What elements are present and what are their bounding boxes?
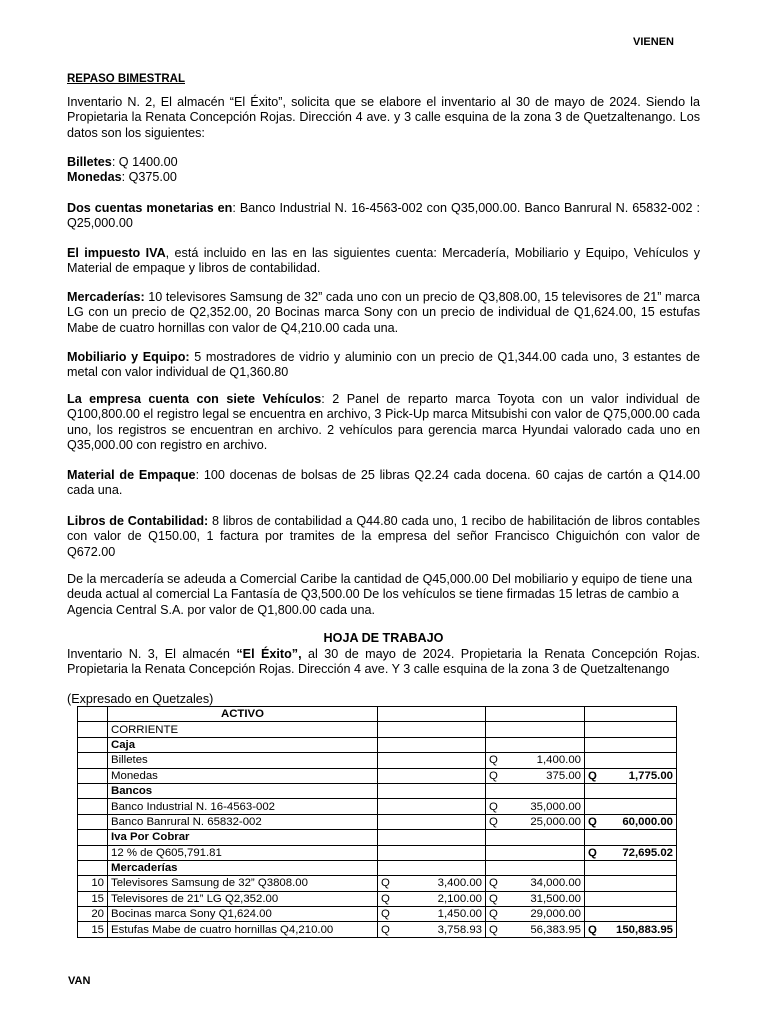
iva-total: Q 72,695.02 <box>585 845 677 860</box>
item-unit: Q 3,758.93 <box>378 922 486 937</box>
vehiculos-paragraph <box>67 392 700 453</box>
table-row <box>78 737 677 752</box>
corriente-label: CORRIENTE <box>108 722 378 737</box>
item-amount: Q 29,000.00 <box>486 907 585 922</box>
vienen-label: VIENEN <box>633 36 674 48</box>
banco-banrural-amount: Q 25,000.00 <box>486 814 585 829</box>
iva-description: 12 % de Q605,791.81 <box>108 845 378 860</box>
mobiliario-paragraph <box>67 350 700 381</box>
hoja-line1-c: al 30 de mayo de 2024. Propietaria la Renata Concepción Rojas. <box>301 647 701 661</box>
vehiculos-label: La empresa cuenta con siete Vehículos <box>67 392 322 406</box>
worksheet-table <box>77 706 677 938</box>
table-row <box>78 922 677 937</box>
table-row <box>78 722 677 737</box>
mercaderias-label: Mercaderías: <box>67 290 145 304</box>
billetes-row-label: Billetes <box>108 753 378 768</box>
table-row <box>78 783 677 798</box>
hoja-line1-a: Inventario N. 3, El almacén <box>67 647 237 661</box>
libros-label: Libros de Contabilidad: <box>67 514 209 528</box>
section-title: REPASO BIMESTRAL <box>67 73 185 85</box>
table-row <box>78 814 677 829</box>
libros-paragraph <box>67 514 700 560</box>
banco-industrial-amount: Q 35,000.00 <box>486 799 585 814</box>
table-row <box>78 907 677 922</box>
iva-text: , está incluido en las en las siguientes cuenta: Mercadería, Mobiliario y Equipo, Vehículos y Material de empaque y libros de contabilidad. <box>67 246 701 276</box>
table-row <box>78 753 677 768</box>
billetes-amount: Q 1,400.00 <box>486 753 585 768</box>
item-unit: Q 3,400.00 <box>378 876 486 891</box>
libros-text: 8 libros de contabilidad a Q44.80 cada uno, 1 recibo de habilitación de libros contables con valor de Q150.00, 1 factura por tramites de la empresa del señor Francisco Chiguichón con valor de Q672.00 <box>67 514 700 559</box>
mercaderias-paragraph <box>67 290 700 336</box>
item-amount: Q 34,000.00 <box>486 876 585 891</box>
banco-banrural-label: Banco Banrural N. 65832-002 <box>108 814 378 829</box>
empaque-paragraph <box>67 468 700 499</box>
item-desc: Televisores de 21” LG Q2,352.00 <box>108 891 378 906</box>
item-amount: Q 31,500.00 <box>486 891 585 906</box>
item-amount: Q 56,383.95 <box>486 922 585 937</box>
mobiliario-text: 5 mostradores de vidrio y aluminio con un precio de Q1,344.00 cada uno, 3 estantes de metal con valor individual de Q1,360.80 <box>67 350 700 380</box>
hoja-title: HOJA DE TRABAJO <box>323 631 444 645</box>
table-row <box>78 845 677 860</box>
bancos-label: Bancos <box>108 783 378 798</box>
table-row <box>78 891 677 906</box>
iva-paragraph <box>67 246 700 277</box>
item-unit: Q 1,450.00 <box>378 907 486 922</box>
cash-paragraph <box>67 155 700 186</box>
item-desc: Estufas Mabe de cuatro hornillas Q4,210.00 <box>108 922 378 937</box>
item-qty: 20 <box>78 907 108 922</box>
expresado-label: (Expresado en Quetzales) <box>67 692 214 706</box>
empaque-label: Material de Empaque <box>67 468 196 482</box>
iva-por-cobrar-label: Iva Por Cobrar <box>108 830 378 845</box>
table-row <box>78 860 677 875</box>
monedas-amount: Q 375.00 <box>486 768 585 783</box>
monedas-value: : Q375.00 <box>121 170 177 185</box>
table-row <box>78 830 677 845</box>
caja-label: Caja <box>108 737 378 752</box>
item-qty: 10 <box>78 876 108 891</box>
iva-label: El impuesto IVA <box>67 246 166 260</box>
hoja-line1-b: “El Éxito”, <box>236 647 302 661</box>
bank-accounts-paragraph <box>67 201 700 232</box>
billetes-value: : Q 1400.00 <box>111 155 178 169</box>
monedas-row-label: Monedas <box>108 768 378 783</box>
item-desc: Televisores Samsung de 32” Q3808.00 <box>108 876 378 891</box>
item-qty: 15 <box>78 922 108 937</box>
item-qty: 15 <box>78 891 108 906</box>
cell-empty <box>78 707 108 722</box>
table-row <box>78 707 677 722</box>
caja-total: Q 1,775.00 <box>585 768 677 783</box>
mercaderias-label: Mercaderías <box>108 860 378 875</box>
table-row <box>78 768 677 783</box>
intro-paragraph: Inventario N. 2, El almacén “El Éxito”, solicita que se elabore el inventario al 30 de mayo de 2024. Siendo la Propietaria la Renata Concepción Rojas. Dirección 4 ave. y 3 calle esquina de la zona 3 de Quetzaltenango. Los datos son los siguientes: <box>67 95 700 140</box>
table-row <box>78 876 677 891</box>
hoja-intro <box>67 647 700 678</box>
cuentas-text: : Banco Industrial N. 16-4563-002 con Q35,000.00. Banco Banrural N. 65832-002 : Q25,000.00 <box>67 201 700 231</box>
cuentas-label: Dos cuentas monetarias en <box>67 201 233 215</box>
item-unit: Q 2,100.00 <box>378 891 486 906</box>
vehiculos-text: : 2 Panel de reparto marca Toyota con un valor individual de Q100,800.00 el registro legal se encuentra en archivo, 3 Pick-Up marca Mitsubishi con valor de Q75,000.00 cada uno, los registros se encuentran en archivo. 2 vehículos para gerencia marca Hyundai valorado cada uno en Q35,000.00 con registro en archivo. <box>67 392 700 452</box>
mercaderias-total: Q 150,883.95 <box>585 922 677 937</box>
mobiliario-label: Mobiliario y Equipo: <box>67 350 190 364</box>
empaque-text: : 100 docenas de bolsas de 25 libras Q2.24 cada docena. 60 cajas de cartón a Q14.00 cada una. <box>67 468 700 498</box>
mercaderias-text: 10 televisores Samsung de 32” cada uno con un precio de Q3,808.00, 15 televisores de 21” marca LG con un precio de Q2,352.00, 20 Bocinas marca Sony con un precio de individual de Q1,624.00, 15 estufas Mabe de cuatro hornillas con valor de Q4,210.00 cada una. <box>67 290 700 335</box>
item-desc: Bocinas marca Sony Q1,624.00 <box>108 907 378 922</box>
bancos-total: Q 60,000.00 <box>585 814 677 829</box>
hoja-line2: Propietaria la Renata Concepción Rojas. Dirección 4 ave. Y 3 calle esquina de la zona 3 de Quetzaltenango <box>67 662 670 677</box>
banco-industrial-label: Banco Industrial N. 16-4563-002 <box>108 799 378 814</box>
table-row <box>78 799 677 814</box>
activo-header: ACTIVO <box>108 707 378 722</box>
billetes-label: Billetes <box>67 155 112 169</box>
van-label: VAN <box>68 975 91 987</box>
monedas-label: Monedas <box>67 170 122 185</box>
deudas-paragraph: De la mercadería se adeuda a Comercial Caribe la cantidad de Q45,000.00 Del mobiliario y equipo de tiene una deuda actual al comercial La Fantasía de Q3,500.00 De los vehículos se tiene firmadas 15 letras de cambio a Agencia Central S.A. por valor de Q1,800.00 cada una. <box>67 572 693 617</box>
